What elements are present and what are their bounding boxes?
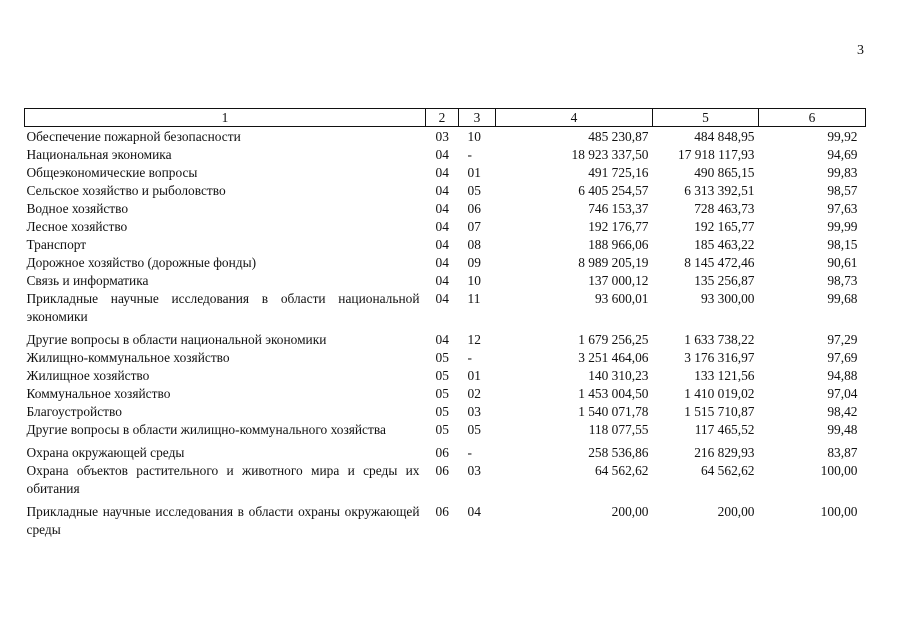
row-subsection-code: 05 — [467, 183, 481, 198]
row-subsection-code: - — [467, 445, 472, 460]
row-value-col4: 188 966,06 — [588, 237, 649, 252]
table-row — [25, 236, 866, 254]
row-section-code: 04 — [435, 219, 449, 234]
row-value-col4: 18 923 337,50 — [571, 147, 649, 162]
row-name: Транспорт — [26, 237, 87, 252]
row-value-col6: 97,63 — [827, 201, 858, 216]
row-value-col4: 485 230,87 — [588, 129, 649, 144]
row-section-code: 03 — [435, 129, 449, 144]
row-value-col4: 6 405 254,57 — [578, 183, 649, 198]
row-subsection-code: 03 — [467, 404, 481, 419]
row-value-col5: 192 165,77 — [694, 219, 755, 234]
row-value-col4: 192 176,77 — [588, 219, 649, 234]
header-col-3: 3 — [459, 109, 496, 127]
row-section-code: 05 — [435, 368, 449, 383]
row-value-col6: 98,57 — [827, 183, 858, 198]
row-value-col6: 97,04 — [827, 386, 858, 401]
table-row — [25, 403, 866, 421]
row-value-col4: 3 251 464,06 — [578, 350, 649, 365]
row-name: Коммунальное хозяйство — [26, 386, 171, 401]
row-value-col4: 140 310,23 — [588, 368, 649, 383]
row-section-code: 05 — [435, 404, 449, 419]
row-section-code: 05 — [435, 386, 449, 401]
row-section-code: 05 — [435, 422, 449, 437]
row-subsection-code: 01 — [467, 368, 481, 383]
row-subsection-code: 03 — [467, 463, 481, 478]
table-row — [25, 127, 866, 147]
page-number: 3 — [857, 43, 864, 58]
row-section-code: 04 — [435, 147, 449, 162]
row-name: Дорожное хозяйство (дорожные фонды) — [26, 255, 257, 270]
table-row — [25, 331, 866, 349]
row-value-col4: 1 453 004,50 — [578, 386, 649, 401]
row-value-col5: 728 463,73 — [694, 201, 755, 216]
table-row — [25, 462, 866, 503]
row-subsection-code: 06 — [467, 201, 481, 216]
row-name: Другие вопросы в области национальной экономики — [26, 332, 327, 347]
row-value-col5: 3 176 316,97 — [684, 350, 755, 365]
row-subsection-code: - — [467, 147, 472, 162]
row-value-col4: 746 153,37 — [588, 201, 649, 216]
row-value-col6: 99,68 — [827, 291, 858, 306]
row-subsection-code: 11 — [467, 291, 481, 306]
row-name: Водное хозяйство — [26, 201, 129, 216]
row-value-col4: 1 679 256,25 — [578, 332, 649, 347]
row-value-col5: 6 313 392,51 — [684, 183, 755, 198]
row-name: Общеэкономические вопросы — [26, 165, 198, 180]
row-value-col4: 64 562,62 — [594, 463, 649, 478]
row-name: Обеспечение пожарной безопасности — [26, 129, 241, 144]
row-subsection-code: 10 — [467, 273, 481, 288]
table-row — [25, 290, 866, 331]
row-name: Национальная экономика — [26, 147, 172, 162]
row-section-code: 04 — [435, 291, 449, 306]
row-value-col5: 490 865,15 — [694, 165, 755, 180]
row-section-code: 04 — [435, 273, 449, 288]
row-subsection-code: 07 — [467, 219, 481, 234]
row-value-col5: 185 463,22 — [694, 237, 755, 252]
row-name: Прикладные научные исследования в области охраны окружающей среды — [26, 504, 420, 537]
row-value-col6: 100,00 — [820, 504, 858, 519]
table-row — [25, 385, 866, 403]
row-section-code: 04 — [435, 183, 449, 198]
row-subsection-code: 04 — [467, 504, 481, 519]
table-row — [25, 444, 866, 462]
row-value-col6: 99,83 — [827, 165, 858, 180]
row-value-col6: 97,69 — [827, 350, 858, 365]
row-section-code: 04 — [435, 332, 449, 347]
row-name: Жилищное хозяйство — [26, 368, 150, 383]
row-subsection-code: 10 — [467, 129, 481, 144]
row-name: Связь и информатика — [26, 273, 149, 288]
row-section-code: 04 — [435, 237, 449, 252]
header-col-1: 1 — [25, 109, 426, 127]
table-row — [25, 146, 866, 164]
row-subsection-code: - — [467, 350, 472, 365]
row-name: Охрана объектов растительного и животного мира и среды их обитания — [26, 463, 420, 496]
row-value-col6: 94,88 — [827, 368, 858, 383]
header-col-5: 5 — [653, 109, 759, 127]
row-name: Прикладные научные исследования в области национальной экономики — [26, 291, 420, 324]
row-name: Лесное хозяйство — [26, 219, 128, 234]
row-value-col5: 93 300,00 — [700, 291, 755, 306]
row-subsection-code: 02 — [467, 386, 481, 401]
table-row — [25, 421, 866, 444]
row-value-col5: 1 633 738,22 — [684, 332, 755, 347]
row-name: Сельское хозяйство и рыболовство — [26, 183, 226, 198]
row-value-col6: 83,87 — [827, 445, 858, 460]
table-row — [25, 164, 866, 182]
row-value-col4: 200,00 — [611, 504, 649, 519]
row-value-col6: 99,48 — [827, 422, 858, 437]
row-value-col5: 133 121,56 — [694, 368, 755, 383]
row-value-col5: 117 465,52 — [694, 422, 755, 437]
row-value-col4: 8 989 205,19 — [578, 255, 649, 270]
row-value-col5: 484 848,95 — [694, 129, 755, 144]
row-name: Благоустройство — [26, 404, 122, 419]
budget-execution-table — [24, 108, 866, 539]
table-row — [25, 503, 866, 539]
row-section-code: 06 — [435, 504, 449, 519]
row-value-col5: 200,00 — [717, 504, 755, 519]
row-section-code: 06 — [435, 463, 449, 478]
row-value-col5: 1 515 710,87 — [684, 404, 755, 419]
row-value-col5: 17 918 117,93 — [678, 147, 755, 162]
row-subsection-code: 12 — [467, 332, 481, 347]
row-name: Охрана окружающей среды — [26, 445, 185, 460]
row-value-col4: 118 077,55 — [588, 422, 649, 437]
row-subsection-code: 05 — [467, 422, 481, 437]
row-section-code: 04 — [435, 165, 449, 180]
row-value-col6: 98,15 — [827, 237, 858, 252]
row-value-col6: 99,99 — [827, 219, 858, 234]
table-row — [25, 367, 866, 385]
row-value-col4: 93 600,01 — [594, 291, 649, 306]
row-value-col6: 100,00 — [820, 463, 858, 478]
table-row — [25, 182, 866, 200]
row-value-col6: 99,92 — [827, 129, 858, 144]
row-section-code: 06 — [435, 445, 449, 460]
row-value-col6: 94,69 — [827, 147, 858, 162]
row-value-col5: 1 410 019,02 — [684, 386, 755, 401]
table-row — [25, 218, 866, 236]
row-value-col6: 97,29 — [827, 332, 858, 347]
row-section-code: 05 — [435, 350, 449, 365]
row-value-col5: 135 256,87 — [694, 273, 755, 288]
table-body — [25, 127, 866, 540]
table-header — [25, 109, 866, 127]
table-row — [25, 254, 866, 272]
table-row — [25, 272, 866, 290]
row-value-col6: 90,61 — [827, 255, 858, 270]
row-value-col6: 98,73 — [827, 273, 858, 288]
row-value-col4: 258 536,86 — [588, 445, 649, 460]
table-row — [25, 349, 866, 367]
row-section-code: 04 — [435, 255, 449, 270]
row-section-code: 04 — [435, 201, 449, 216]
row-subsection-code: 08 — [467, 237, 481, 252]
header-col-6: 6 — [759, 109, 866, 127]
header-col-4: 4 — [496, 109, 653, 127]
table-row — [25, 200, 866, 218]
row-subsection-code: 01 — [467, 165, 481, 180]
row-value-col4: 137 000,12 — [588, 273, 649, 288]
row-subsection-code: 09 — [467, 255, 481, 270]
row-value-col5: 64 562,62 — [700, 463, 755, 478]
header-row — [25, 109, 866, 127]
row-name: Жилищно-коммунальное хозяйство — [26, 350, 230, 365]
row-value-col4: 1 540 071,78 — [578, 404, 649, 419]
row-name: Другие вопросы в области жилищно-коммунального хозяйства — [26, 422, 386, 437]
row-value-col6: 98,42 — [827, 404, 858, 419]
row-value-col5: 216 829,93 — [694, 445, 755, 460]
header-col-2: 2 — [426, 109, 459, 127]
row-value-col5: 8 145 472,46 — [684, 255, 755, 270]
row-value-col4: 491 725,16 — [588, 165, 649, 180]
